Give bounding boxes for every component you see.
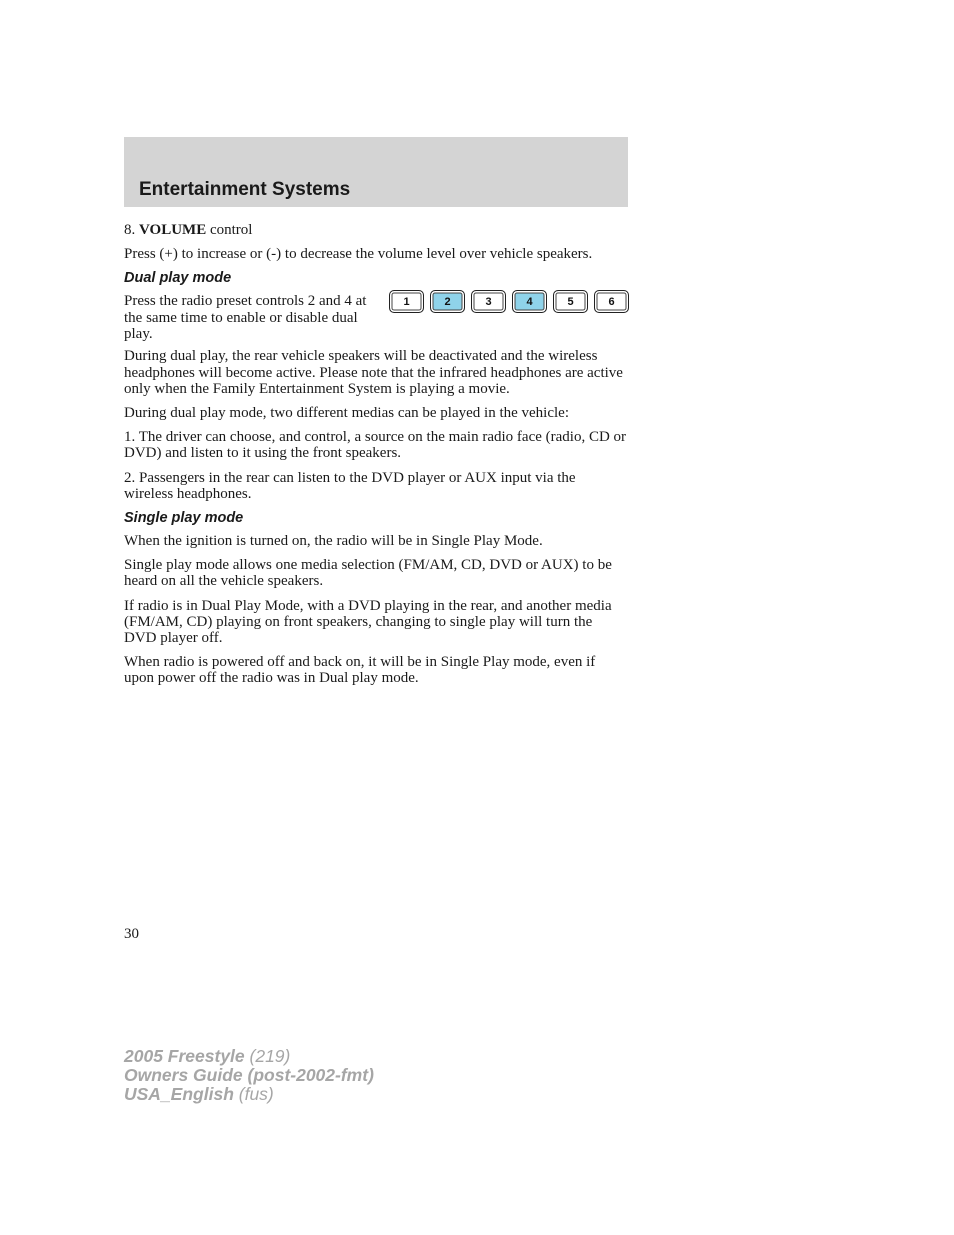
dual-play-list-item-1: 1. The driver can choose, and control, a source on the main radio face (radio, CD or DVD) and listen to it using the front speakers. [124, 429, 627, 462]
footer-model: 2005 Freestyle [124, 1046, 245, 1066]
volume-number: 8. [124, 222, 136, 238]
volume-label: VOLUME [139, 222, 207, 238]
preset-button-2: 2 [430, 290, 465, 313]
single-play-paragraph: If radio is in Dual Play Mode, with a DVD playing in the rear, and another media (FM/AM, CD) playing on front speakers, changing to single play will turn the DVD player off. [124, 597, 612, 647]
volume-description: Press (+) to increase or (-) to decrease the volume level over vehicle speakers. [124, 246, 593, 263]
dual-play-heading: Dual play mode [124, 270, 232, 287]
page-number: 30 [124, 926, 139, 942]
footer-guide: Owners Guide (post-2002-fmt) [124, 1065, 374, 1085]
dual-play-instruction: Press the radio preset controls 2 and 4 at the same time to enable or disable dual play. [124, 293, 367, 342]
single-play-paragraph: When the ignition is turned on, the radio will be in Single Play Mode. [124, 533, 543, 550]
page-content [124, 221, 628, 695]
document-footer [124, 1047, 374, 1104]
section-title: Entertainment Systems [139, 179, 351, 200]
preset-buttons-illustration [389, 290, 629, 313]
footer-language-code: (fus) [233, 1084, 274, 1104]
footer-line-3 [124, 1085, 374, 1104]
section-header-band [124, 137, 628, 207]
volume-item [124, 222, 628, 238]
footer-line-2 [124, 1066, 374, 1085]
footer-line-1 [124, 1047, 374, 1066]
preset-button-4: 4 [512, 290, 547, 313]
dual-play-paragraph: During dual play mode, two different medias can be played in the vehicle: [124, 405, 569, 422]
volume-suffix: control [209, 222, 253, 238]
preset-button-1: 1 [389, 290, 424, 313]
preset-button-5: 5 [553, 290, 588, 313]
dual-play-instruction-block [124, 293, 628, 341]
dual-play-list-item-2: 2. Passengers in the rear can listen to the DVD player or AUX input via the wireless headphones. [124, 469, 576, 502]
dual-play-paragraph: During dual play, the rear vehicle speakers will be deactivated and the wireless headphones will become active. Please note that the infrared headphones are active only when the Family Entertainment System is playing a movie. [124, 348, 623, 397]
preset-button-3: 3 [471, 290, 506, 313]
single-play-paragraph: When radio is powered off and back on, it will be in Single Play mode, even if upon power off the radio was in Dual play mode. [124, 654, 596, 687]
single-play-heading: Single play mode [124, 510, 244, 527]
single-play-paragraph: Single play mode allows one media selection (FM/AM, CD, DVD or AUX) to be heard on all the vehicle speakers. [124, 557, 612, 590]
footer-model-code: (219) [244, 1046, 291, 1066]
preset-button-6: 6 [594, 290, 629, 313]
footer-language: USA_English [124, 1084, 234, 1104]
